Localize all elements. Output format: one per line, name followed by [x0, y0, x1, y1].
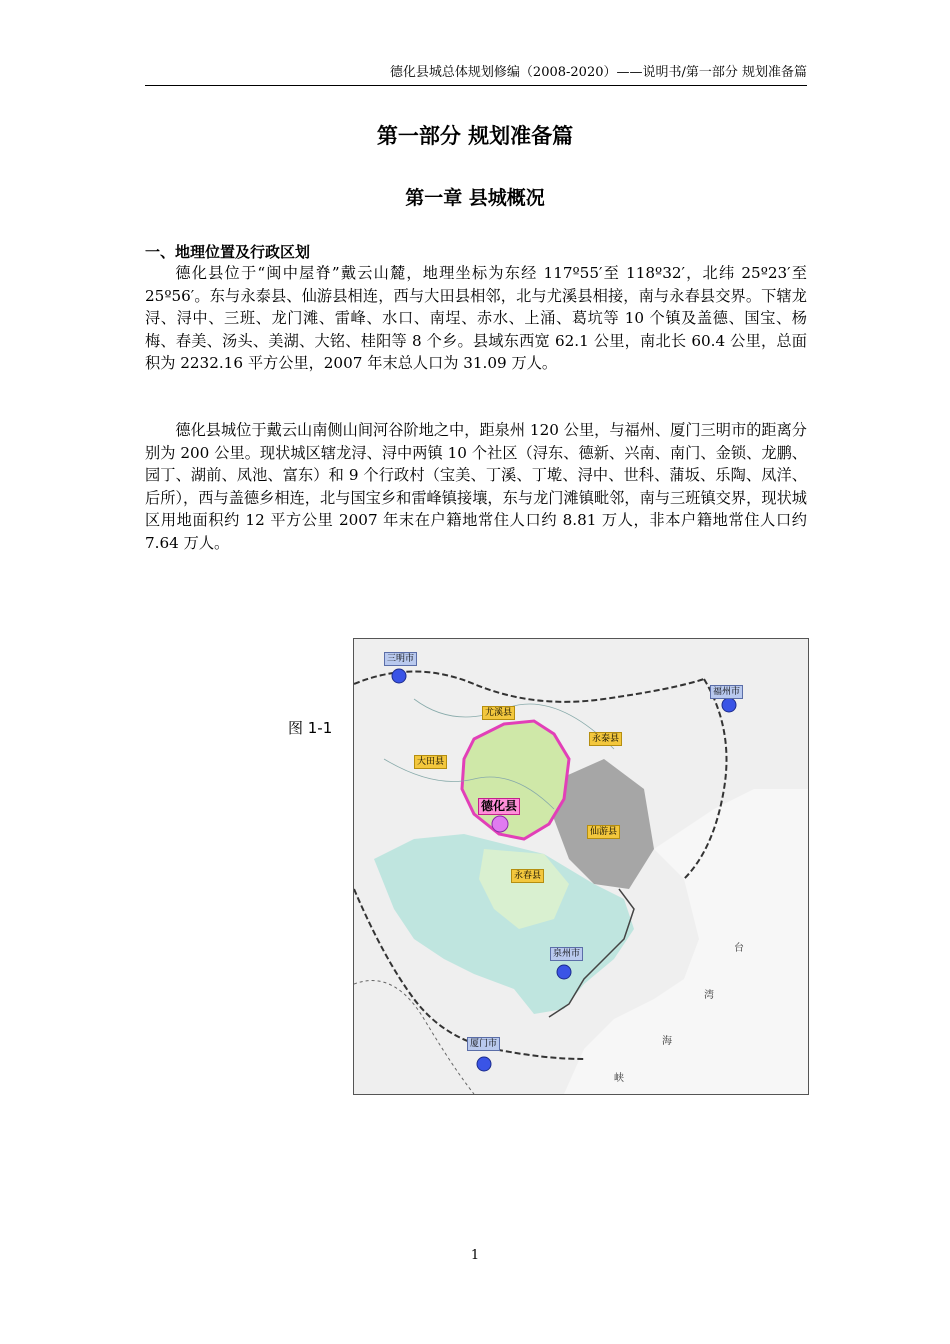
sanming-marker — [392, 669, 406, 683]
sea-char-4: 峡 — [614, 1073, 624, 1084]
label-yongchun: 永春县 — [511, 869, 544, 883]
running-header: 德化县城总体规划修编（2008-2020）——说明书/第一部分 规划准备篇 — [389, 65, 807, 80]
fuzhou-marker — [722, 698, 736, 712]
part-title: 第一部分 规划准备篇 — [376, 124, 574, 148]
paragraph-location: 德化县位于“闽中屋脊”戴云山麓，地理坐标为东经 117º55′至 118º32′，北纬 25º23′至 25º56′。东与永泰县、仙游县相连，西与大田县相邻，北与尤溪县相接，南与永春县交界。下辖龙浔、浔中、三班、龙门滩、雷峰、水口、南埕、赤水、上涌、葛坑等 10 个镇及盖德、国宝、杨梅、春美、汤头、美湖、大铭、桂阳等 8 个乡。县域东西宽 62.1 公里，南北长 60.4 公里，总面积为 2232.16 平方公里，2007 年末总人口为 31.09 万人。 — [145, 264, 807, 373]
section-heading: 一、地理位置及行政区划 — [145, 243, 311, 261]
dehua-region — [462, 721, 569, 839]
xiamen-marker — [477, 1057, 491, 1071]
label-youxi: 尤溪县 — [482, 706, 515, 720]
label-quanzhou: 泉州市 — [550, 947, 583, 961]
sea-char-1: 台 — [734, 943, 744, 954]
location-map — [353, 638, 809, 1095]
railway-line-1 — [354, 672, 704, 702]
label-sanming: 三明市 — [384, 652, 417, 666]
label-xiamen: 厦门市 — [467, 1037, 500, 1051]
figure-label: 图 1-1 — [288, 719, 333, 737]
label-datian: 大田县 — [414, 755, 447, 769]
chapter-title: 第一章 县城概况 — [405, 187, 545, 209]
sea-char-2: 湾 — [704, 990, 714, 1001]
dehua-marker — [492, 816, 508, 832]
province-boundary — [354, 981, 474, 1094]
label-fuzhou: 福州市 — [710, 685, 743, 699]
paragraph-county-seat: 德化县城位于戴云山南侧山间河谷阶地之中，距泉州 120 公里，与福州、厦门三明市的距离分别为 200 公里。现状城区辖龙浔、浔中两镇 10 个社区（浔东、德新、兴南、南门、金锁、龙鹏、园丁、湖前、凤池、富东）和 9 个行政村（宝美、丁溪、丁墘、浔中、世科、蒲坂、乐陶、凤洋、后所），西与盖德乡相连，北与国宝乡和雷峰镇接壤，东与龙门滩镇毗邻，南与三班镇交界，现状城区用地面积约 12 平方公里 2007 年末在户籍地常住人口约 8.81 万人，非本户籍地常住人口约 7.64 万人。 — [145, 421, 807, 552]
quanzhou-marker — [557, 965, 571, 979]
page-number: 1 — [470, 1248, 480, 1263]
label-dehua: 德化县 — [478, 798, 520, 815]
label-yongtai: 永泰县 — [589, 732, 622, 746]
header-rule — [145, 85, 807, 86]
label-xianyou: 仙游县 — [587, 825, 620, 839]
sea-char-3: 海 — [662, 1036, 672, 1047]
map-graphic — [354, 639, 808, 1094]
